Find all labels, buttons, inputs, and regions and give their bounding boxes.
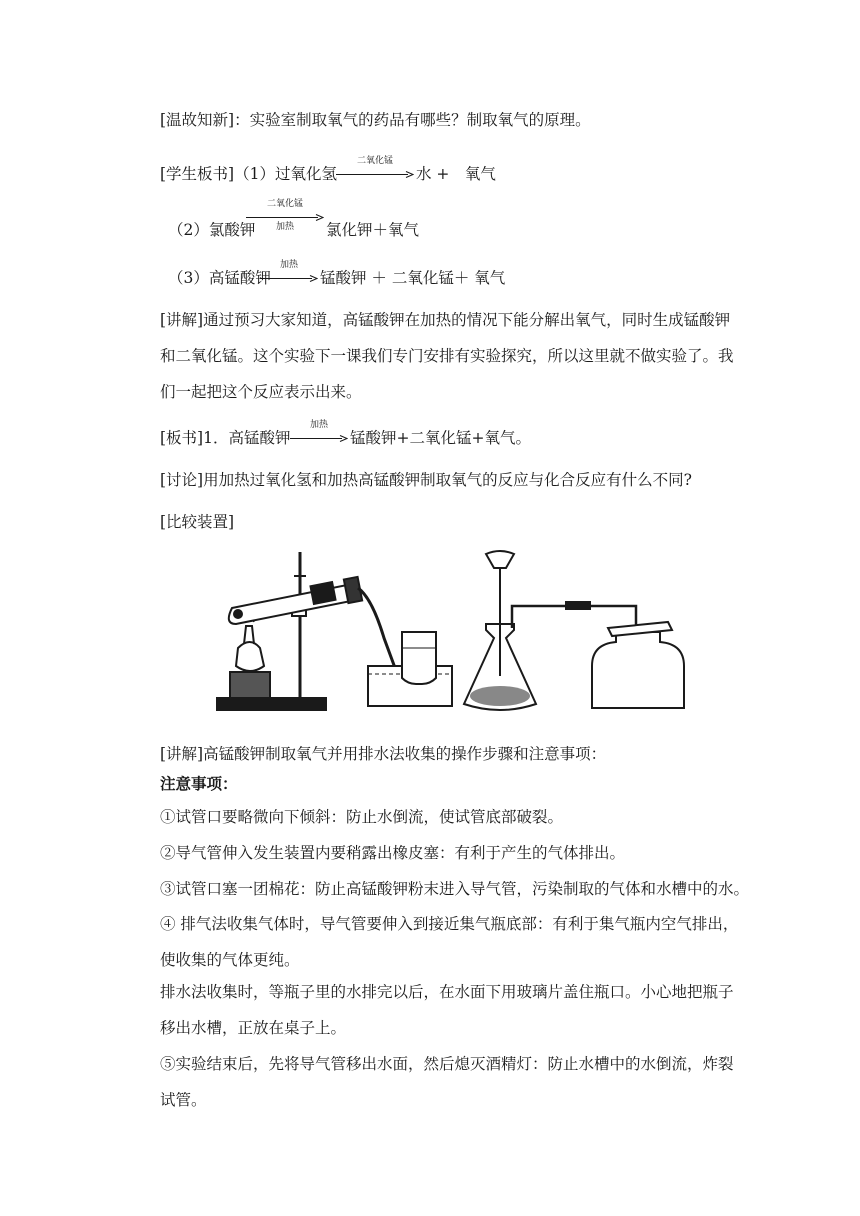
apparatus-figure xyxy=(216,548,716,720)
review-question: [温故知新]：实验室制取氧气的药品有哪些？制取氧气的原理。 xyxy=(160,111,591,129)
equation-3-arrow xyxy=(260,260,318,285)
equation-4-reactant: [板书]1．高锰酸钾 xyxy=(160,429,291,447)
equation-1-reactant: [学生板书]（1）过氧化氢 xyxy=(160,165,337,183)
equation-4-arrow xyxy=(290,420,348,445)
stand-base xyxy=(216,698,326,710)
equation-2-reactant: （2）氯酸钾 xyxy=(168,221,256,239)
lecture-paragraph: [讲解]通过预习大家知道，高锰酸钾在加热的情况下能分解出氧气，同时生成锰酸钾和二氧化锰。这个实验下一课我们专门安排有实验探究，所以这里就不做实验了。我们一起把这个反应表示出来。 xyxy=(160,311,734,401)
note-2: ②导气管伸入发生装置内要稍露出橡皮塞：有利于产生的气体排出。 xyxy=(160,844,626,862)
equation-4-condition: 加热 xyxy=(309,420,328,430)
equation-2-arrow xyxy=(246,199,324,232)
note-water-collection: 排水法收集时，等瓶子里的水排完以后，在水面下用玻璃片盖住瓶口。小心地把瓶子移出水槽，正放在桌子上。 xyxy=(160,983,734,1037)
equation-4-products: 锰酸钾+二氧化锰+氧气。 xyxy=(350,429,531,447)
equation-1-arrow xyxy=(336,156,414,181)
notes-heading: 注意事项： xyxy=(160,775,238,793)
equation-2-condition-top: 二氧化锰 xyxy=(266,199,303,209)
equation-2-condition-bottom: 加热 xyxy=(275,222,294,232)
equation-3-products: 锰酸钾 ＋ 二氧化锰＋ 氧气 xyxy=(320,269,506,287)
lecture-steps: [讲解]高锰酸钾制取氧气并用排水法收集的操作步骤和注意事项： xyxy=(160,745,607,763)
compare-heading: [比较装置] xyxy=(160,513,235,531)
note-1: ①试管口要略微向下倾斜：防止水倒流，使试管底部破裂。 xyxy=(160,808,564,826)
note-4: ④ 排气法收集气体时，导气管要伸入到接近集气瓶底部：有利于集气瓶内空气排出，使收集的气体更纯。 xyxy=(160,915,739,969)
note-5: ⑤实验结束后，先将导气管移出水面，然后熄灭酒精灯：防止水槽中的水倒流，炸裂试管。 xyxy=(160,1055,734,1109)
arrow-icon xyxy=(290,435,348,443)
equation-1-condition: 二氧化锰 xyxy=(356,156,393,166)
note-3: ③试管口塞一团棉花：防止高锰酸钾粉末进入导气管，污染制取的气体和水槽中的水。 xyxy=(160,880,750,898)
arrow-icon xyxy=(246,214,324,222)
arrow-icon xyxy=(260,275,318,283)
wooden-block xyxy=(230,672,270,698)
equation-1-products: 水 + 氧气 xyxy=(416,165,496,183)
equation-2-products: 氯化钾＋氧气 xyxy=(326,221,420,239)
equation-3-condition: 加热 xyxy=(279,260,298,270)
discussion-question: [讨论]用加热过氧化氢和加热高锰酸钾制取氧气的反应与化合反应有什么不同? xyxy=(160,471,692,489)
equation-3-reactant: （3）高锰酸钾 xyxy=(168,269,271,287)
arrow-icon xyxy=(336,171,414,179)
